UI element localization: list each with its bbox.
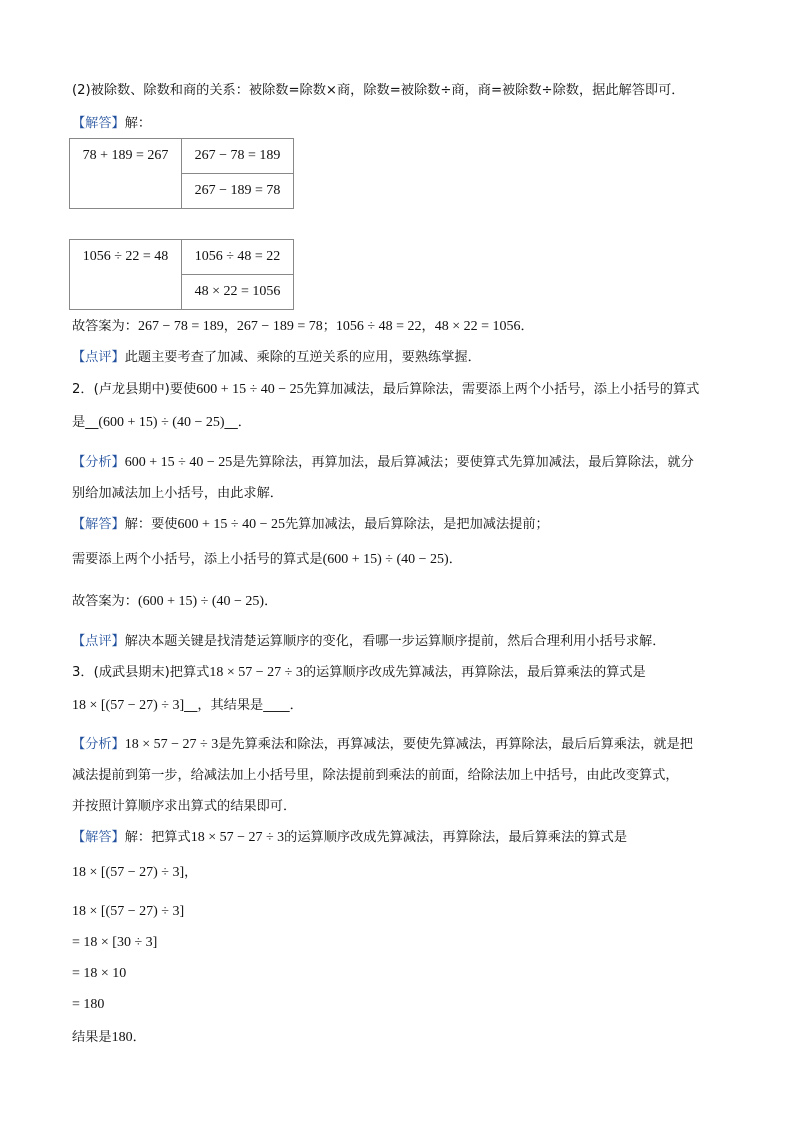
solution-2-line-1: 【解答】解：要使600 + 15 ÷ 40 − 25先算加减法，最后算除法，是把加减法提前；	[72, 517, 549, 532]
fenxi-tag: 【分析】	[72, 737, 125, 752]
jieda-tag: 【解答】	[72, 517, 125, 532]
result-blank: ____	[263, 698, 290, 713]
relation-rule-text: (2)被除数、除数和商的关系：被除数=除数×商，除数=被除数÷商，商=被除数÷除数，据此解答即可．	[72, 83, 685, 98]
analysis-3-line-1: 【分析】18 × 57 − 27 ÷ 3是先算乘法和除法，再算减法，要使先算减法，再算除法，最后后算乘法，就是把	[72, 737, 693, 752]
review-1: 【点评】此题主要考查了加减、乘除的互逆关系的应用，要熟练掌握．	[72, 350, 481, 365]
question-2-stem: 2．(卢龙县期中)要使600 + 15 ÷ 40 − 25先算加减法，最后算除法，需要添上两个小括号，添上小括号的算式	[72, 382, 700, 397]
question-3-stem: 3．(成武县期末)把算式18 × 57 − 27 ÷ 3的运算顺序改成先算减法，再算除法，最后算乘法的算式是	[72, 665, 646, 680]
table-cell-division-2: 1056 ÷ 48 = 22	[182, 240, 294, 275]
review-2: 【点评】解决本题关键是找清楚运算顺序的变化，看哪一步运算顺序提前，然后合理利用小括号求解．	[72, 634, 666, 649]
table-cell-multiplication: 48 × 22 = 1056	[182, 275, 294, 310]
analysis-2-line-1: 【分析】600 + 15 ÷ 40 − 25是先算除法，再算加法，最后算减法；要使算式先算加减法，最后算除法，就分	[72, 455, 694, 470]
multiply-divide-table	[69, 239, 294, 310]
answer-2: 故答案为：(600 + 15) ÷ (40 − 25)．	[72, 594, 278, 609]
answer-blank: (600 + 15) ÷ (40 − 25)	[98, 415, 225, 430]
solution-3-line-2: 18 × [(57 − 27) ÷ 3]，	[72, 865, 198, 880]
dianping-tag: 【点评】	[72, 350, 125, 365]
analysis-3-line-3: 并按照计算顺序求出算式的结果即可．	[72, 799, 297, 814]
analysis-2-line-2: 别给加减法加上小括号，由此求解．	[72, 486, 283, 501]
calc-step-0: 18 × [(57 − 27) ÷ 3]	[72, 904, 185, 919]
solution-heading: 【解答】解：	[72, 116, 152, 131]
calc-step-3: = 180	[72, 997, 105, 1012]
question-2-answer-line: 是__(600 + 15) ÷ (40 − 25)__．	[72, 415, 251, 430]
answer-blank: 18 × [(57 − 27) ÷ 3]	[72, 698, 185, 713]
fenxi-tag: 【分析】	[72, 455, 125, 470]
jieda-tag: 【解答】	[72, 116, 125, 131]
question-3-answer-line: 18 × [(57 − 27) ÷ 3]__，其结果是____．	[72, 698, 303, 713]
table-cell-addition: 78 + 189 = 267	[70, 139, 182, 209]
table-cell-subtraction-1: 267 − 78 = 189	[182, 139, 294, 174]
solution-2-line-2: 需要添上两个小括号，添上小括号的算式是(600 + 15) ÷ (40 − 25)．	[72, 552, 462, 567]
calc-step-1: = 18 × [30 ÷ 3]	[72, 935, 158, 950]
analysis-3-line-2: 减法提前到第一步，给减法加上小括号里，除法提前到乘法的前面，给除法加上中括号，由此改变算式，	[72, 768, 679, 783]
dianping-tag: 【点评】	[72, 634, 125, 649]
result-line: 结果是180．	[72, 1030, 146, 1045]
table-cell-subtraction-2: 267 − 189 = 78	[182, 174, 294, 209]
table-cell-division: 1056 ÷ 22 = 48	[70, 240, 182, 310]
solution-3-line-1: 【解答】解：把算式18 × 57 − 27 ÷ 3的运算顺序改成先算减法，再算除法，最后算乘法的算式是	[72, 830, 628, 845]
answer-line-1: 故答案为：267 − 78 = 189，267 − 189 = 78；1056 ÷ 48 = 22，48 × 22 = 1056．	[72, 319, 534, 334]
add-subtract-table	[69, 138, 294, 209]
calc-step-2: = 18 × 10	[72, 966, 127, 981]
jieda-tag: 【解答】	[72, 830, 125, 845]
